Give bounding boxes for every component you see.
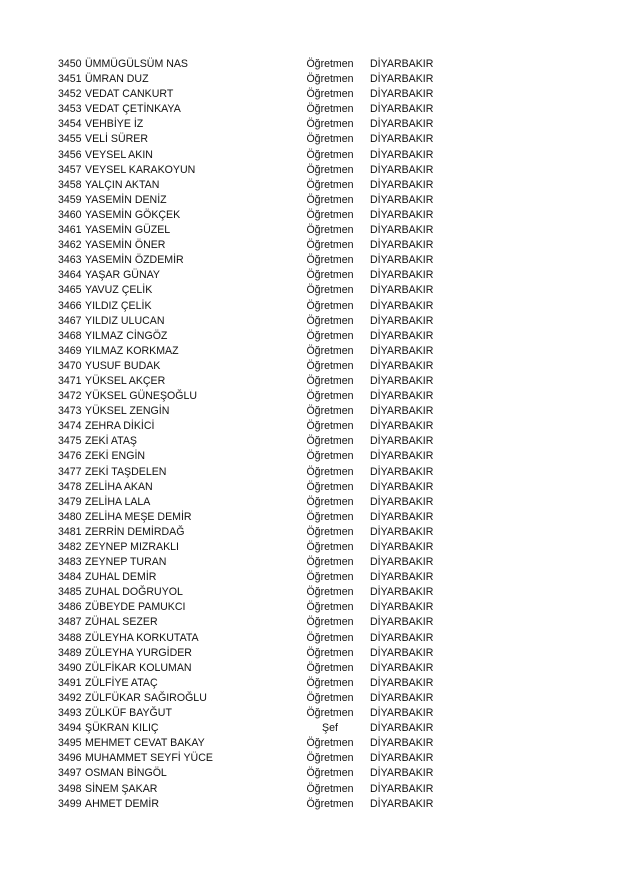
- list-row: [0, 766, 620, 781]
- row-city: DİYARBAKIR: [370, 405, 434, 418]
- row-name: ŞÜKRAN KILIÇ: [85, 722, 159, 735]
- list-row: [0, 72, 620, 87]
- row-name: ÜMRAN DUZ: [85, 73, 149, 86]
- row-name: ZUHAL DEMİR: [85, 571, 157, 584]
- row-title: Öğretmen: [306, 269, 354, 282]
- list-row: [0, 615, 620, 630]
- list-row: [0, 555, 620, 570]
- row-city: DİYARBAKIR: [370, 601, 434, 614]
- row-title: Öğretmen: [306, 661, 354, 674]
- row-number: 3460: [58, 208, 82, 221]
- row-city: DİYARBAKIR: [370, 616, 434, 629]
- row-title: Öğretmen: [306, 359, 354, 372]
- list-row: [0, 374, 620, 389]
- row-number: 3476: [58, 450, 82, 463]
- row-city: DİYARBAKIR: [370, 314, 434, 327]
- row-name: ÜMMÜGÜLSÜM NAS: [85, 58, 188, 70]
- row-city: DİYARBAKIR: [370, 133, 434, 146]
- row-name: VEYSEL AKIN: [85, 148, 153, 161]
- row-city: DİYARBAKIR: [370, 284, 434, 297]
- row-city: DİYARBAKIR: [370, 450, 434, 463]
- row-number: 3499: [58, 797, 82, 810]
- list-row: [0, 480, 620, 495]
- row-name: YILMAZ CİNGÖZ: [85, 329, 168, 342]
- list-row: [0, 148, 620, 163]
- row-number: 3452: [58, 88, 82, 101]
- row-name: YAVUZ ÇELİK: [85, 284, 153, 297]
- row-city: DİYARBAKIR: [370, 586, 434, 599]
- row-title: Öğretmen: [306, 510, 354, 523]
- row-title: Öğretmen: [306, 405, 354, 418]
- row-city: DİYARBAKIR: [370, 435, 434, 448]
- row-title: Öğretmen: [306, 435, 354, 448]
- row-name: ZÜLEYHA YURGİDER: [85, 646, 192, 659]
- row-name: ZEYNEP TURAN: [85, 556, 167, 569]
- row-city: DİYARBAKIR: [370, 299, 434, 312]
- row-city: DİYARBAKIR: [370, 631, 434, 644]
- row-city: DİYARBAKIR: [370, 239, 434, 252]
- row-name: ZÜLKÜF BAYĞUT: [85, 707, 172, 720]
- row-city: DİYARBAKIR: [370, 193, 434, 206]
- row-city: DİYARBAKIR: [370, 359, 434, 372]
- list-row: [0, 178, 620, 193]
- row-title: Öğretmen: [306, 254, 354, 267]
- row-name: YALÇIN AKTAN: [85, 178, 160, 191]
- row-title: Öğretmen: [306, 480, 354, 493]
- list-row: [0, 691, 620, 706]
- row-city: DİYARBAKIR: [370, 707, 434, 720]
- row-name: VELİ SÜRER: [85, 133, 148, 146]
- list-row: [0, 585, 620, 600]
- row-title: Öğretmen: [306, 58, 354, 70]
- row-city: DİYARBAKIR: [370, 691, 434, 704]
- row-title: Öğretmen: [306, 193, 354, 206]
- row-title: Öğretmen: [306, 163, 354, 176]
- row-number: 3489: [58, 646, 82, 659]
- row-title: Öğretmen: [306, 752, 354, 765]
- list-row: [0, 600, 620, 615]
- row-title: Öğretmen: [306, 525, 354, 538]
- list-row: [0, 419, 620, 434]
- row-name: VEDAT ÇETİNKAYA: [85, 103, 181, 116]
- row-name: YASEMİN GÜZEL: [85, 224, 171, 237]
- list-row: [0, 163, 620, 178]
- row-name: ZEKİ ENGİN: [85, 450, 146, 463]
- row-city: DİYARBAKIR: [370, 541, 434, 553]
- row-number: 3473: [58, 405, 82, 418]
- row-city: DİYARBAKIR: [370, 525, 434, 538]
- row-city: DİYARBAKIR: [370, 224, 434, 237]
- row-title: Öğretmen: [306, 556, 354, 569]
- row-number: 3493: [58, 707, 82, 720]
- row-number: 3483: [58, 556, 82, 569]
- row-name: YÜKSEL AKÇER: [85, 374, 166, 387]
- list-row: [0, 782, 620, 797]
- row-name: AHMET DEMİR: [85, 797, 159, 810]
- row-number: 3470: [58, 359, 82, 372]
- row-title: Öğretmen: [306, 541, 354, 553]
- row-number: 3485: [58, 586, 82, 599]
- row-name: YÜKSEL GÜNEŞOĞLU: [85, 390, 198, 403]
- row-city: DİYARBAKIR: [370, 646, 434, 659]
- list-row: [0, 449, 620, 464]
- row-title: Öğretmen: [306, 299, 354, 312]
- row-city: DİYARBAKIR: [370, 420, 434, 433]
- row-title: Öğretmen: [306, 148, 354, 161]
- row-number: 3469: [58, 344, 82, 357]
- list-row: [0, 570, 620, 585]
- row-number: 3464: [58, 269, 82, 282]
- list-row: [0, 404, 620, 419]
- row-city: DİYARBAKIR: [370, 661, 434, 674]
- row-name: YASEMİN GÖKÇEK: [85, 208, 181, 221]
- row-title: Öğretmen: [306, 390, 354, 403]
- row-name: ZEKİ TAŞDELEN: [85, 465, 167, 478]
- row-name: YILDIZ ÇELİK: [85, 299, 152, 312]
- row-number: 3471: [58, 374, 82, 387]
- row-name: VEHBİYE İZ: [85, 118, 144, 131]
- list-row: [0, 797, 620, 812]
- row-title: Öğretmen: [306, 465, 354, 478]
- list-row: [0, 646, 620, 661]
- row-number: 3472: [58, 390, 82, 403]
- row-city: DİYARBAKIR: [370, 344, 434, 357]
- row-number: 3456: [58, 148, 82, 161]
- list-row: [0, 706, 620, 721]
- row-city: DİYARBAKIR: [370, 465, 434, 478]
- row-title: Öğretmen: [306, 103, 354, 116]
- row-name: OSMAN BİNGÖL: [85, 767, 167, 780]
- row-number: 3486: [58, 601, 82, 614]
- row-title: Şef: [322, 722, 338, 735]
- row-title: Öğretmen: [306, 329, 354, 342]
- row-number: 3457: [58, 163, 82, 176]
- row-name: ZELİHA LALA: [85, 495, 151, 508]
- row-title: Öğretmen: [306, 691, 354, 704]
- row-city: DİYARBAKIR: [370, 676, 434, 689]
- row-title: Öğretmen: [306, 284, 354, 297]
- row-number: 3480: [58, 510, 82, 523]
- row-title: Öğretmen: [306, 616, 354, 629]
- list-row: [0, 676, 620, 691]
- row-number: 3466: [58, 299, 82, 312]
- row-name: ZÜLFİYE ATAÇ: [85, 676, 158, 689]
- row-name: ZÜLFÜKAR SAĞIROĞLU: [85, 691, 207, 704]
- row-title: Öğretmen: [306, 133, 354, 146]
- row-name: ZEYNEP MIZRAKLI: [85, 541, 179, 553]
- row-title: Öğretmen: [306, 571, 354, 584]
- row-number: 3462: [58, 239, 82, 252]
- row-number: 3488: [58, 631, 82, 644]
- list-row: [0, 495, 620, 510]
- row-number: 3458: [58, 178, 82, 191]
- list-row: [0, 736, 620, 751]
- list-row: [0, 661, 620, 676]
- row-number: 3498: [58, 782, 82, 795]
- row-name: YAŞAR GÜNAY: [85, 269, 160, 282]
- row-number: 3487: [58, 616, 82, 629]
- row-city: DİYARBAKIR: [370, 374, 434, 387]
- row-number: 3495: [58, 737, 82, 750]
- row-name: VEDAT CANKURT: [85, 88, 174, 101]
- list-row: [0, 253, 620, 268]
- row-number: 3494: [58, 722, 82, 735]
- list-row: [0, 721, 620, 736]
- row-name: ZERRİN DEMİRDAĞ: [85, 525, 185, 538]
- row-number: 3451: [58, 73, 82, 86]
- list-row: [0, 631, 620, 646]
- row-title: Öğretmen: [306, 601, 354, 614]
- list-row: [0, 238, 620, 253]
- row-title: Öğretmen: [306, 178, 354, 191]
- row-number: 3497: [58, 767, 82, 780]
- list-row: [0, 465, 620, 480]
- row-title: Öğretmen: [306, 586, 354, 599]
- row-name: VEYSEL KARAKOYUN: [85, 163, 196, 176]
- row-name: MUHAMMET SEYFİ YÜCE: [85, 752, 213, 765]
- row-city: DİYARBAKIR: [370, 58, 434, 70]
- row-number: 3467: [58, 314, 82, 327]
- personnel-list: [0, 57, 620, 812]
- row-number: 3475: [58, 435, 82, 448]
- row-number: 3477: [58, 465, 82, 478]
- row-city: DİYARBAKIR: [370, 103, 434, 116]
- row-city: DİYARBAKIR: [370, 571, 434, 584]
- row-number: 3454: [58, 118, 82, 131]
- list-row: [0, 329, 620, 344]
- row-title: Öğretmen: [306, 450, 354, 463]
- list-row: [0, 208, 620, 223]
- row-name: YUSUF BUDAK: [85, 359, 161, 372]
- row-city: DİYARBAKIR: [370, 556, 434, 569]
- row-title: Öğretmen: [306, 374, 354, 387]
- row-name: YASEMİN ÖZDEMİR: [85, 254, 184, 267]
- row-city: DİYARBAKIR: [370, 329, 434, 342]
- row-title: Öğretmen: [306, 420, 354, 433]
- row-city: DİYARBAKIR: [370, 208, 434, 221]
- list-row: [0, 132, 620, 147]
- row-name: ZEKİ ATAŞ: [85, 435, 138, 448]
- row-name: ZÜLEYHA KORKUTATA: [85, 631, 199, 644]
- row-title: Öğretmen: [306, 88, 354, 101]
- row-city: DİYARBAKIR: [370, 722, 434, 735]
- row-name: YASEMİN DENİZ: [85, 193, 167, 206]
- row-number: 3455: [58, 133, 82, 146]
- row-number: 3492: [58, 691, 82, 704]
- row-city: DİYARBAKIR: [370, 737, 434, 750]
- row-name: YILDIZ ULUCAN: [85, 314, 165, 327]
- row-city: DİYARBAKIR: [370, 495, 434, 508]
- row-name: ZÜLFİKAR KOLUMAN: [85, 661, 192, 674]
- row-number: 3453: [58, 103, 82, 116]
- row-city: DİYARBAKIR: [370, 269, 434, 282]
- list-row: [0, 314, 620, 329]
- row-number: 3496: [58, 752, 82, 765]
- row-title: Öğretmen: [306, 782, 354, 795]
- row-title: Öğretmen: [306, 631, 354, 644]
- list-row: [0, 344, 620, 359]
- row-title: Öğretmen: [306, 224, 354, 237]
- row-city: DİYARBAKIR: [370, 118, 434, 131]
- list-row: [0, 525, 620, 540]
- row-title: Öğretmen: [306, 797, 354, 810]
- row-title: Öğretmen: [306, 707, 354, 720]
- row-title: Öğretmen: [306, 118, 354, 131]
- list-row: [0, 510, 620, 525]
- row-name: ZÜBEYDE PAMUKCI: [85, 601, 186, 614]
- list-row: [0, 87, 620, 102]
- row-city: DİYARBAKIR: [370, 178, 434, 191]
- list-row: [0, 102, 620, 117]
- list-row: [0, 359, 620, 374]
- row-title: Öğretmen: [306, 737, 354, 750]
- list-row: [0, 268, 620, 283]
- list-row: [0, 193, 620, 208]
- row-number: 3465: [58, 284, 82, 297]
- row-title: Öğretmen: [306, 208, 354, 221]
- row-city: DİYARBAKIR: [370, 148, 434, 161]
- list-row: [0, 223, 620, 238]
- row-title: Öğretmen: [306, 73, 354, 86]
- row-name: YASEMİN ÖNER: [85, 239, 166, 252]
- row-name: ZELİHA AKAN: [85, 480, 153, 493]
- row-number: 3491: [58, 676, 82, 689]
- list-row: [0, 117, 620, 132]
- row-name: YÜKSEL ZENGİN: [85, 405, 170, 418]
- row-number: 3463: [58, 254, 82, 267]
- row-city: DİYARBAKIR: [370, 254, 434, 267]
- row-name: YILMAZ KORKMAZ: [85, 344, 179, 357]
- row-name: ZELİHA MEŞE DEMİR: [85, 510, 192, 523]
- row-city: DİYARBAKIR: [370, 782, 434, 795]
- row-number: 3461: [58, 224, 82, 237]
- row-name: ZÜHAL SEZER: [85, 616, 158, 629]
- row-number: 3484: [58, 571, 82, 584]
- row-city: DİYARBAKIR: [370, 390, 434, 403]
- row-name: ZUHAL DOĞRUYOL: [85, 586, 183, 599]
- row-title: Öğretmen: [306, 676, 354, 689]
- row-city: DİYARBAKIR: [370, 480, 434, 493]
- row-title: Öğretmen: [306, 646, 354, 659]
- list-row: [0, 389, 620, 404]
- row-city: DİYARBAKIR: [370, 88, 434, 101]
- row-number: 3468: [58, 329, 82, 342]
- list-row: [0, 540, 620, 555]
- row-number: 3474: [58, 420, 82, 433]
- row-number: 3459: [58, 193, 82, 206]
- list-row: [0, 57, 620, 72]
- row-city: DİYARBAKIR: [370, 752, 434, 765]
- row-number: 3450: [58, 58, 82, 70]
- row-title: Öğretmen: [306, 767, 354, 780]
- row-number: 3482: [58, 541, 82, 553]
- row-city: DİYARBAKIR: [370, 163, 434, 176]
- row-name: ZEHRA DİKİCİ: [85, 420, 155, 433]
- row-city: DİYARBAKIR: [370, 510, 434, 523]
- row-title: Öğretmen: [306, 314, 354, 327]
- row-title: Öğretmen: [306, 239, 354, 252]
- list-row: [0, 751, 620, 766]
- list-row: [0, 434, 620, 449]
- row-number: 3490: [58, 661, 82, 674]
- row-number: 3478: [58, 480, 82, 493]
- row-title: Öğretmen: [306, 495, 354, 508]
- row-city: DİYARBAKIR: [370, 73, 434, 86]
- row-city: DİYARBAKIR: [370, 767, 434, 780]
- row-name: SİNEM ŞAKAR: [85, 782, 158, 795]
- row-city: DİYARBAKIR: [370, 797, 434, 810]
- row-number: 3479: [58, 495, 82, 508]
- row-number: 3481: [58, 525, 82, 538]
- row-name: MEHMET CEVAT BAKAY: [85, 737, 205, 750]
- list-row: [0, 283, 620, 298]
- row-title: Öğretmen: [306, 344, 354, 357]
- list-row: [0, 299, 620, 314]
